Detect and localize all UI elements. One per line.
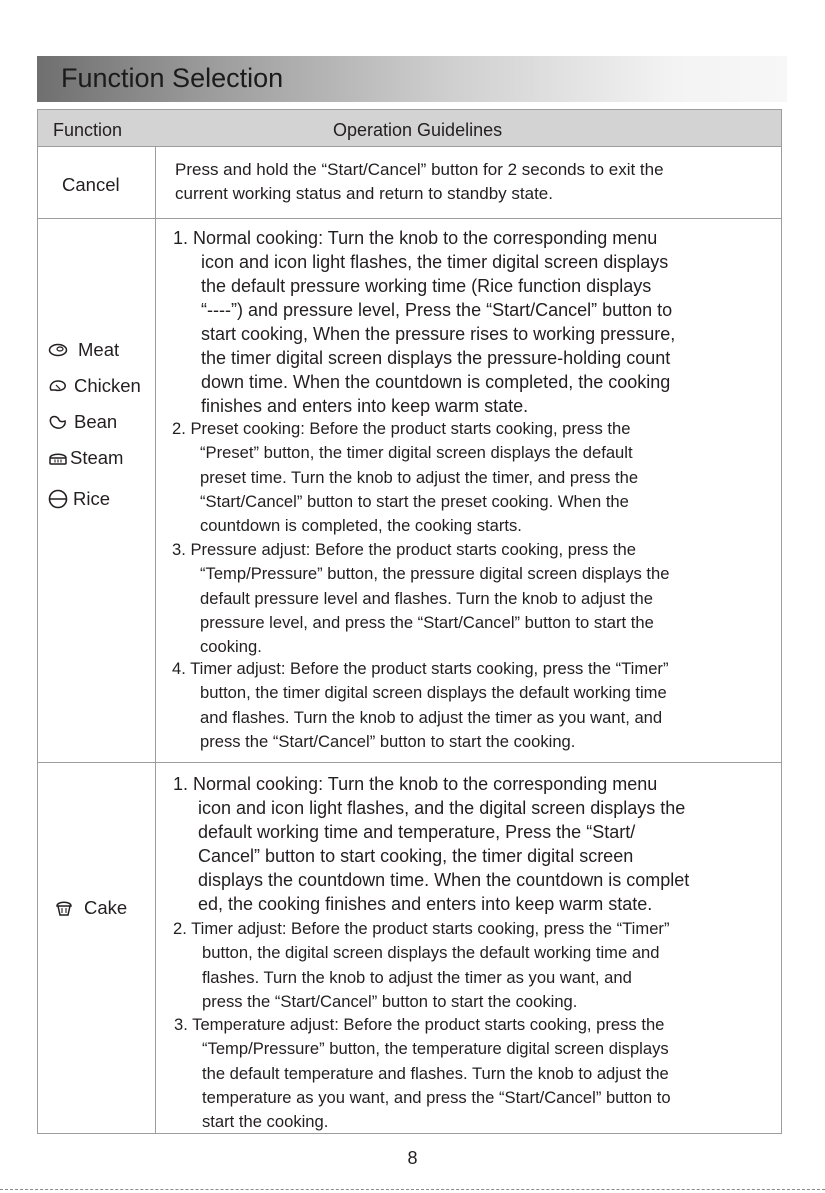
page-edge-divider — [0, 1189, 825, 1190]
pressure-guideline-1 — [173, 226, 756, 418]
guideline-line: button, the timer digital screen displays the default working time — [200, 683, 667, 703]
guideline-line: press the “Start/Cancel” button to start the cooking. — [202, 991, 578, 1011]
guideline-line: ed, the cooking finishes and enters into keep warm state. — [198, 894, 653, 914]
guideline-line: Cancel” button to start cooking, the timer digital screen — [198, 846, 634, 866]
guideline-line: “Preset” button, the timer digital screen displays the default — [200, 443, 633, 463]
column-divider — [155, 146, 156, 1133]
function-label: Meat — [78, 339, 120, 360]
guideline-line: down time. When the countdown is completed, the cooking — [201, 372, 671, 392]
guideline-line: the default pressure working time (Rice function displays — [201, 276, 652, 296]
guideline-line: button, the digital screen displays the default working time and — [202, 943, 660, 963]
function-label: Chicken — [74, 375, 141, 396]
section-title-bar — [37, 56, 787, 102]
guideline-line: “Start/Cancel” button to start the preset cooking. When the — [200, 491, 629, 511]
guideline-line: 3. Temperature adjust: Before the product starts cooking, press the — [174, 1015, 665, 1034]
guideline-line: 2. Timer adjust: Before the product starts cooking, press the “Timer” — [173, 919, 670, 938]
function-label: Bean — [74, 411, 118, 432]
cake-guideline-3 — [174, 1013, 756, 1134]
cake-icon — [54, 898, 74, 918]
guideline-line: start the cooking. — [202, 1112, 329, 1132]
guideline-line: finishes and enters into keep warm state. — [201, 396, 529, 416]
steam-icon — [48, 450, 68, 466]
header-function: Function — [53, 120, 123, 140]
bean-icon — [48, 414, 68, 430]
function-label: Rice — [73, 488, 111, 509]
function-label: Steam — [70, 447, 124, 468]
guideline-line: 1. Normal cooking: Turn the knob to the corresponding menu — [173, 774, 658, 794]
pressure-guideline-4 — [172, 657, 756, 754]
function-cancel: Cancel — [62, 174, 120, 195]
pressure-guideline-2 — [172, 417, 756, 538]
header-guidelines: Operation Guidelines — [333, 120, 503, 140]
cancel-guideline — [175, 158, 756, 207]
guideline-line: press the “Start/Cancel” button to start the cooking. — [200, 731, 576, 751]
guideline-line: “----”) and pressure level, Press the “Start/Cancel” button to — [201, 300, 673, 320]
guideline-line: start cooking, When the pressure rises to working pressure, — [201, 324, 676, 344]
section-title: Function Selection — [61, 63, 284, 93]
guideline-line: 3. Pressure adjust: Before the product starts cooking, press the — [172, 540, 636, 559]
row-divider — [38, 762, 781, 763]
guideline-line: temperature as you want, and press the “Start/Cancel” button to — [202, 1087, 671, 1107]
guideline-line: “Temp/Pressure” button, the pressure digital screen displays the — [200, 564, 670, 584]
guideline-line: 1. Normal cooking: Turn the knob to the corresponding menu — [173, 228, 658, 248]
guideline-line: “Temp/Pressure” button, the temperature digital screen displays — [202, 1039, 669, 1059]
pressure-guideline-3 — [172, 538, 756, 659]
guideline-line: default working time and temperature, Press the “Start/ — [198, 822, 636, 842]
rice-icon — [47, 489, 69, 509]
guideline-line: displays the countdown time. When the countdown is complet — [198, 870, 690, 890]
guideline-line: default pressure level and flashes. Turn the knob to adjust the — [200, 588, 653, 608]
guideline-line: pressure level, and press the “Start/Cancel” button to start the — [200, 612, 654, 632]
guideline-line: 2. Preset cooking: Before the product starts cooking, press the — [172, 419, 631, 438]
chicken-icon — [48, 379, 68, 393]
guideline-line: and flashes. Turn the knob to adjust the timer as you want, and — [200, 707, 663, 727]
guideline-line: current working status and return to standby state. — [175, 184, 553, 204]
guideline-line: the default temperature and flashes. Turn the knob to adjust the — [202, 1063, 669, 1083]
guideline-line: the timer digital screen displays the pressure-holding count — [201, 348, 671, 368]
function-table — [37, 109, 782, 1134]
page-number: 8 — [407, 1148, 418, 1168]
guideline-line: Press and hold the “Start/Cancel” button for 2 seconds to exit the — [175, 160, 664, 179]
function-rice — [47, 488, 110, 510]
function-steam — [48, 447, 123, 469]
row-divider — [38, 218, 781, 219]
guideline-line: 4. Timer adjust: Before the product starts cooking, press the “Timer” — [172, 659, 669, 678]
table-header — [38, 110, 781, 147]
function-chicken — [48, 375, 141, 397]
guideline-line: preset time. Turn the knob to adjust the timer, and press the — [200, 467, 639, 487]
guideline-line: flashes. Turn the knob to adjust the timer as you want, and — [202, 967, 632, 987]
guideline-line: icon and icon light flashes, the timer digital screen displays — [201, 252, 669, 272]
guideline-line: cooking. — [200, 637, 262, 657]
cake-guideline-2 — [173, 917, 756, 1014]
guideline-line: countdown is completed, the cooking starts. — [200, 516, 522, 536]
function-cake — [54, 897, 127, 919]
function-label: Cake — [84, 897, 128, 918]
meat-icon — [48, 343, 68, 357]
function-meat — [48, 339, 119, 361]
cake-guideline-1 — [173, 772, 756, 916]
function-bean — [48, 411, 117, 433]
guideline-line: icon and icon light flashes, and the digital screen displays the — [198, 798, 686, 818]
